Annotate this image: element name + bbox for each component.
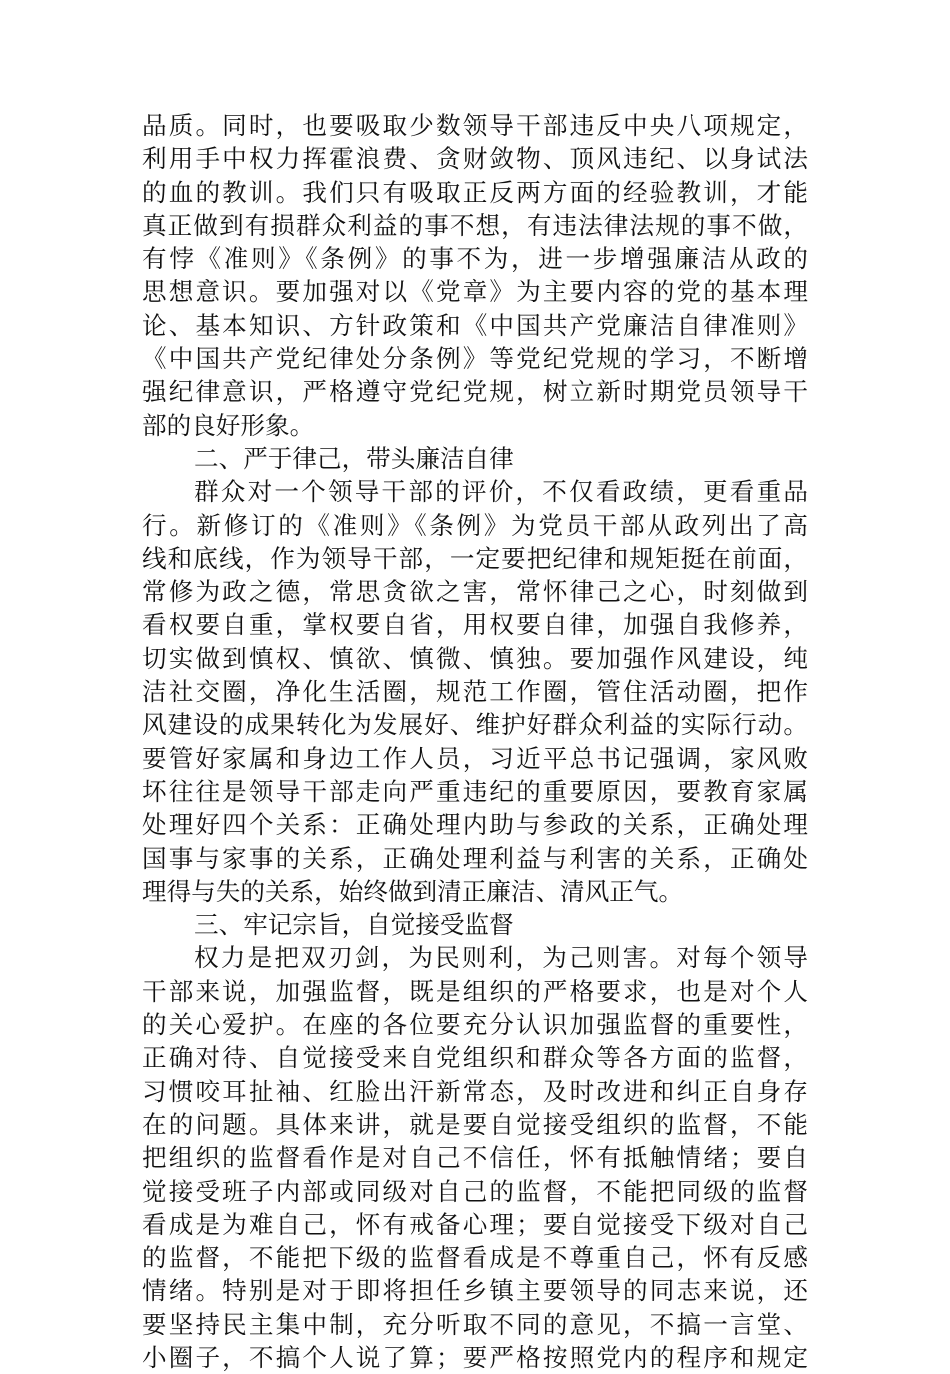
text-line: 品质。同时，也要吸取少数领导干部违反中央八项规定， xyxy=(142,111,808,140)
text-line: 情绪。特别是对于即将担任乡镇主要领导的同志来说，还 xyxy=(142,1276,808,1306)
section-heading: 二、严于律己，带头廉洁自律 xyxy=(194,443,514,473)
section-heading: 三、牢记宗旨，自觉接受监督 xyxy=(194,910,514,940)
text-line: 坏往往是领导干部走向严重违纪的重要原因，要教育家属 xyxy=(142,776,808,806)
text-line: 的监督，不能把下级的监督看成是不尊重自己，怀有反感 xyxy=(142,1243,808,1273)
text-line: 处理好四个关系：正确处理内助与参政的关系，正确处理 xyxy=(142,810,808,840)
body-text xyxy=(142,109,808,1374)
paragraph-last-line: 理得与失的关系，始终做到清正廉洁、清风正气。 xyxy=(142,876,684,906)
text-line: 觉接受班子内部或同级对自己的监督，不能把同级的监督 xyxy=(142,1176,808,1206)
text-line: 在的问题。具体来讲，就是要自觉接受组织的监督，不能 xyxy=(142,1109,808,1139)
text-line: 正确对待、自觉接受来自党组织和群众等各方面的监督， xyxy=(142,1043,808,1073)
text-line: 利用手中权力挥霍浪费、贪财敛物、顶风违纪、以身试法 xyxy=(142,144,808,174)
text-line: 看成是为难自己，怀有戒备心理；要自觉接受下级对自己 xyxy=(142,1209,808,1239)
text-line: 风建设的成果转化为发展好、维护好群众利益的实际行动。 xyxy=(142,710,808,740)
text-line: 的关心爱护。在座的各位要充分认识加强监督的重要性， xyxy=(142,1010,808,1040)
text-line: 国事与家事的关系，正确处理利益与利害的关系，正确处 xyxy=(142,843,808,873)
paragraph-first-line: 权力是把双刃剑，为民则利，为己则害。对每个领导 xyxy=(194,943,808,973)
text-line: 思想意识。要加强对以《党章》为主要内容的党的基本理 xyxy=(142,277,808,307)
text-line: 行。新修订的《准则》《条例》为党员干部从政列出了高 xyxy=(142,510,808,540)
text-line: 小圈子，不搞个人说了算；要严格按照党内的程序和规定 xyxy=(142,1342,808,1372)
text-line: 把组织的监督看作是对自己不信任，怀有抵触情绪；要自 xyxy=(142,1143,808,1173)
text-line: 习惯咬耳扯袖、红脸出汗新常态，及时改进和纠正自身存 xyxy=(142,1076,808,1106)
paragraph-last-line: 部的良好形象。 xyxy=(142,410,315,440)
text-line: 要坚持民主集中制，充分听取不同的意见，不搞一言堂、 xyxy=(142,1309,808,1339)
text-line: 常修为政之德，常思贪欲之害，常怀律己之心，时刻做到 xyxy=(142,577,808,607)
text-line: 强纪律意识，严格遵守党纪党规，树立新时期党员领导干 xyxy=(142,377,808,407)
text-line: 干部来说，加强监督，既是组织的严格要求，也是对个人 xyxy=(142,976,808,1006)
text-line: 《中国共产党纪律处分条例》等党纪党规的学习，不断增 xyxy=(142,344,808,374)
text-line: 切实做到慎权、慎欲、慎微、慎独。要加强作风建设，纯 xyxy=(142,643,808,673)
text-line: 的血的教训。我们只有吸取正反两方面的经验教训，才能 xyxy=(142,177,808,207)
text-line: 论、基本知识、方针政策和《中国共产党廉洁自律准则》 xyxy=(142,310,808,340)
text-line: 洁社交圈，净化生活圈，规范工作圈，管住活动圈，把作 xyxy=(142,677,808,707)
text-line: 有悖《准则》《条例》的事不为，进一步增强廉洁从政的 xyxy=(142,244,808,274)
text-line: 看权要自重，掌权要自省，用权要自律，加强自我修养， xyxy=(142,610,808,640)
paragraph-first-line: 群众对一个领导干部的评价，不仅看政绩，更看重品 xyxy=(194,477,808,507)
text-line: 要管好家属和身边工作人员，习近平总书记强调，家风败 xyxy=(142,743,808,773)
text-line: 线和底线，作为领导干部，一定要把纪律和规矩挺在前面， xyxy=(142,543,808,573)
text-line: 真正做到有损群众利益的事不想，有违法律法规的事不做， xyxy=(142,210,808,240)
